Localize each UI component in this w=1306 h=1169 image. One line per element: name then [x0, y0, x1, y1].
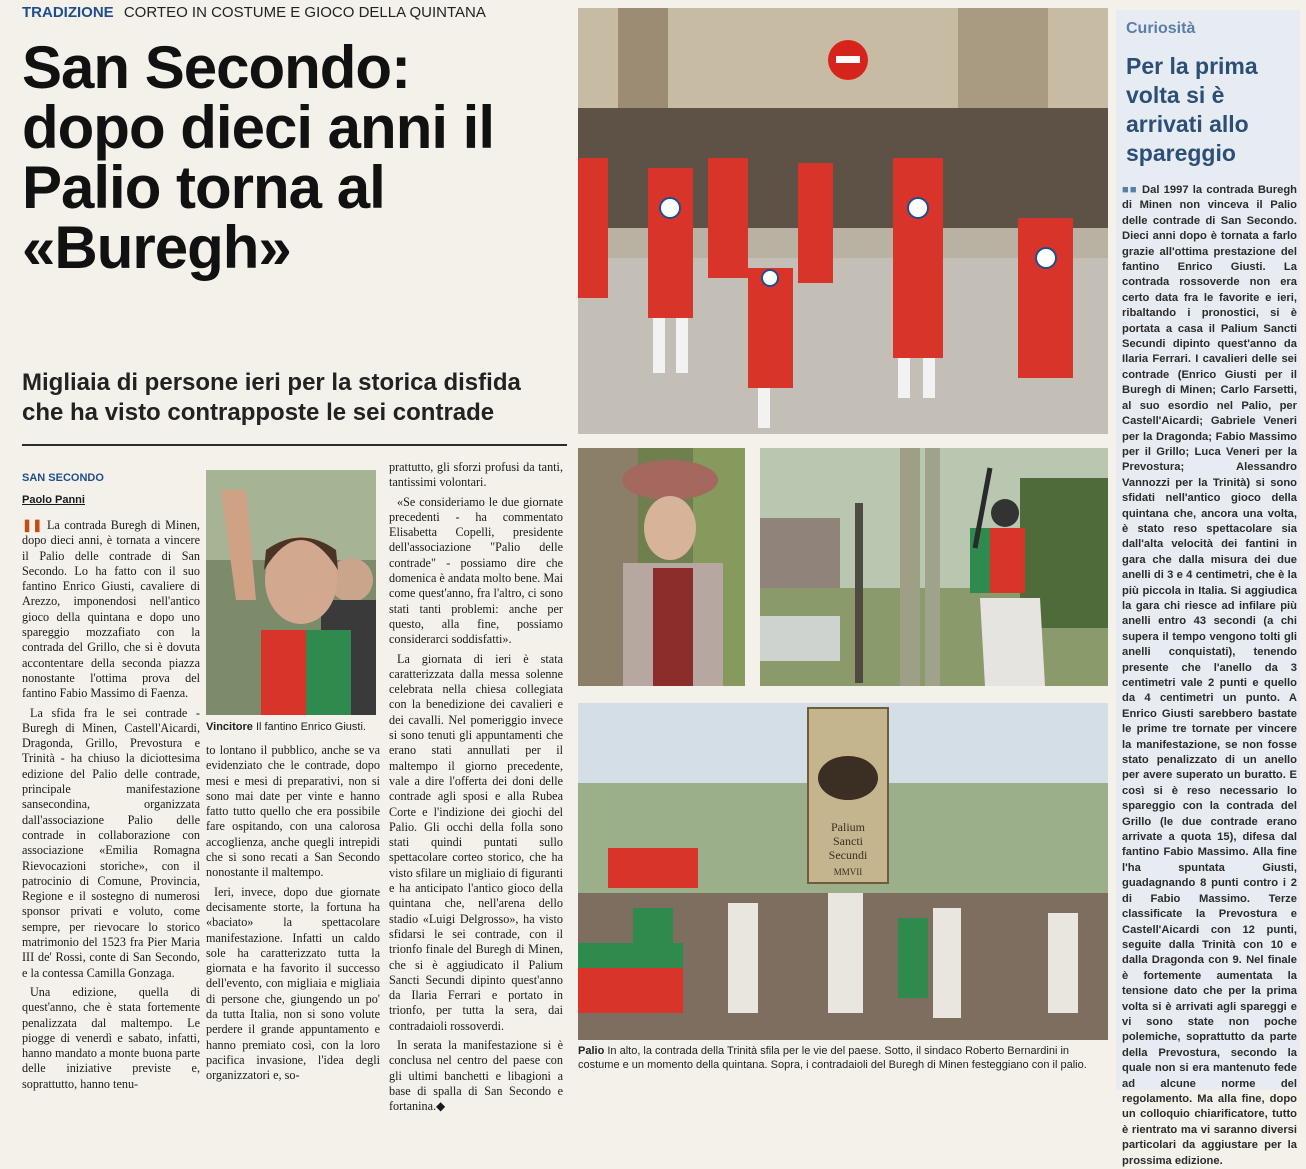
parade-photo: [578, 8, 1108, 434]
article-column-2: [206, 743, 380, 1093]
article-paragraph: ❚❚ La contrada Buregh di Minen, dopo dieci anni, è tornata a vincere il Palio delle contrade di San Secondo. Lo ha fatto con il suo fantino Enrico Giusti, cavaliere di Arezzo, imponendosi nell'antico gioco della quintana e dopo uno spareggio mozzafiato con la contrada del Grillo, che si è dovuta accontentare della seconda piazza nonostante l'ottima prova del fantino Fabio Massimo di Faenza.: [22, 518, 200, 701]
sidebar-paragraph: Dal 1997 la contrada Buregh di Minen non vinceva il Palio delle contrade di San Secondo. Dieci anni dopo è tornata a farlo grazie all'ottima prestazione del fantino Enrico Giusti. La contrada rossoverde non era certo data fra le favorite e ieri, ribaltando i pronostici, si è portata a casa il Palium Sancti Secundi dipinto quest'anno da Ilaria Ferrari. I cavalieri delle sei contrade (Enrico Giusti per il Buregh di Minen; Carlo Farsetti, al suo esordio nel Palio, per Castell'Aicardi; Gabriele Veneri per la Dragonda; Fabio Massimo per il Grillo; Luca Veneri per la Prevostura; Alessandro Vannozzi per la Trinità) si sono sfidati nell'antico gioco della quintana che, ancora una volta, è stato reso spettacolare sia dall'alta velocità dei fantini in gara che dalla misura dei due anelli di 3 e 4 centimetri, che è la più piccola in Italia. Si aggiudica la gara chi riesce ad infilare più anelli entro 43 secondi (a chi supera il tempo vengono tolti gli anelli conquistati), tenendo presente che l'anello da 3 centimetri vale 2 punti e quello da 4 centimetri un punto. A Enrico Giusti sarebbero bastate le prime tre tornate per vincere la manifestazione, se non fosse stato penalizzato di un anello per avere superato un buratto. E così si è reso necessario lo spareggio con la contrada del Grillo (le due contrade erano arrivate a quota 15), difesa dal fantino Fabio Massimo. Alla fine l'ha spuntata Giusti, guadagnando 8 punti contro i 2 di Fabio Massimo. Terze classificate la Prevostura e Castell'Aicardi con 12 punti, seguite dalla Trinità con 10 e dalla Dragonda con 9. Nel finale è fortemente aumentata la tensione dato che per la prima volta si è arrivati agli spareggi e vi sono state non poche polemiche, soprattutto da parte della Prevostura, secondo la quale non si era mantenuto fede ad alcune norme del regolamento. Ma alla fine, dopo un colloquio chiarificatore, tutto è rientrato ma vi saranno diversi particolari da aggiustare per la prossima edizione.: [1122, 184, 1297, 1167]
article-paragraph: La sfida fra le sei contrade - Buregh di Minen, Castell'Aicardi, Dragonda, Grillo, Prevostura e Trinità - ha chiuso la diciottesima edizione del Palio delle contrade, principale manifestazione sansecondina, organizzata dall'associazione Palio delle contrade in collaborazione con associazione «Emilia Romagna Rievocazioni storiche», con il patrocinio di Comune, Provincia, Regione e il sostegno di numerosi sponsor privati e voluto, come sempre, per rievocare lo storico matrimonio del 1523 fra Pier Maria III de' Rossi, conte di San Secondo, e la contessa Camilla Gonzaga.: [22, 705, 200, 980]
sidebar-text: ■■ Dal 1997 la contrada Buregh di Minen non vinceva il Palio delle contrade di San Secondo. Dieci anni dopo è tornata a farlo grazie all'ottima prestazione del fantino Enrico Giusti. La contrada rossoverde non era certo data fra le favorite e ieri, ribaltando i pronostici, si è portata a casa il Palium Sancti Secundi dipinto quest'anno da Ilaria Ferrari. I cavalieri delle sei contrade (Enrico Giusti per il Buregh di Minen; Carlo Farsetti, al suo esordio nel Palio, per Castell'Aicardi; Gabriele Veneri per la Dragonda; Fabio Massimo per il Grillo; Luca Veneri per la Prevostura; Alessandro Vannozzi per la Trinità) si sono sfidati nell'antico gioco della quintana che, ancora una volta, è stato reso spettacolare sia dall'alta velocità dei fantini in gara che dalla misura dei due anelli di 3 e 4 centimetri, che è la più piccola in Italia. Si aggiudica la gara chi riesce ad infilare più anelli entro 43 secondi (a chi supera il tempo vengono tolti gli anelli conquistati), tenendo presente che l'anello da 3 centimetri vale 2 punti e quello da 4 centimetri un punto. A Enrico Giusti sarebbero bastate le prime tre tornate per vincere la manifestazione, se non fosse stato penalizzato di un anello per avere superato un buratto. E così si è reso necessario lo spareggio con la contrada del Grillo (le due contrade erano arrivate a quota 15), difesa dal fantino Fabio Massimo. Alla fine l'ha spuntata Giusti, guadagnando 8 punti contro i 2 di Fabio Massimo. Terze classificate la Prevostura e Castell'Aicardi con 12 punti, seguite dalla Trinità con 10 e dalla Dragonda con 9. Nel finale è fortemente aumentata la tensione dato che per la prima volta si è arrivati agli spareggi e vi sono state non poche polemiche, soprattutto da parte della Prevostura, secondo la quale non si era mantenuto fede ad alcune norme del regolamento. Ma alla fine, dopo un colloquio chiarificatore, tutto è rientrato ma vi saranno diversi particolari da aggiustare per la prossima edizione.: [1122, 184, 1297, 1167]
kicker: [22, 4, 486, 21]
winner-caption: [206, 720, 378, 734]
divider: [22, 444, 567, 446]
article-paragraph: «Se consideriamo le due giornate precedenti - ha commentato Elisabetta Copelli, presidente dell'associazione "Palio delle contrade" - possiamo dire che domenica è andata molto bene. Mai come quest'anno, fra l'altro, ci sono stati tanti problemi: anche per questo, alla fine, possiamo considerarci soddisfatti».: [389, 494, 563, 647]
byline: Paolo Panni: [22, 494, 85, 506]
article-paragraph: to lontano il pubblico, anche se va evidenziato che le contrade, dopo mesi e mesi di preparativi, non si sono mai date per vinte e hanno fatto tutto quello che era possibile fare ospitando, con una calorosa accoglienza, anche quegli intrepidi che si sono recati a San Secondo nonostante il maltempo.: [206, 743, 380, 880]
winner-photo: [206, 470, 376, 715]
winner-caption-label: Vincitore: [206, 721, 253, 733]
banner-line-1: Palium: [830, 820, 866, 834]
banner-line-3: Secundi: [828, 848, 868, 862]
kicker-section: TRADIZIONE: [22, 4, 114, 21]
celebration-photo: [578, 703, 1108, 1040]
article-paragraph: prattutto, gli sforzi profusi da tanti, tantissimi volontari.: [389, 460, 563, 490]
winner-caption-text: Il fantino Enrico Giusti.: [255, 721, 366, 733]
quintana-photo: [760, 448, 1108, 686]
palio-caption-text: In alto, la contrada della Trinità sfila per le vie del paese. Sotto, il sindaco Roberto Bernardini in costume e un momento della quintana. Sopra, i contradaioli del Buregh di Minen festeggiano con il palio.: [578, 1045, 1087, 1071]
headline: San Secondo: dopo dieci anni il Palio torna al «Buregh»: [22, 34, 495, 281]
section-label: SAN SECONDO: [22, 472, 104, 484]
subheadline: Migliaia di persone ieri per la storica disfida che ha visto contrapposte le sei contrade: [22, 369, 521, 426]
article-column-1: [22, 518, 200, 1090]
banner-line-4: MMVII: [833, 867, 863, 877]
mayor-photo: [578, 448, 745, 686]
sidebar-title: Per la prima volta si è arrivati allo spareggio: [1126, 53, 1258, 166]
sidebar-label: Curiosità: [1126, 20, 1196, 37]
palio-caption: [578, 1044, 1108, 1072]
article-paragraph: La giornata di ieri è stata caratterizzata dalla messa solenne celebrata nella chiesa collegiata con la benedizione dei cavalieri e dei cavalli. Nel pomeriggio invece si sono tenuti gli appuntamenti che erano stati annullati per il maltempo il giorno precedente, vale a dire l'offerta dei doni delle contrade agli sposi e alla Rubea Corte e l'indizione dei giochi del Palio. Gli occhi della folla sono stati quindi puntati sullo spettacolare corteo storico, che ha visto sfilare un migliaio di figuranti e ha anticipato l'antico gioco della quintana che, nell'arena dello stadio «Luigi Delgrosso», ha visto sfidarsi le sei contrade, con il trionfo finale del Buregh di Minen, che si è aggiudicato il Palium Sancti Secundi dipinto quest'anno da Ilaria Ferrari e portato in trionfo, per tutta la sera, dai contradaioli rossoverdi.: [389, 651, 563, 1033]
kicker-topic: CORTEO IN COSTUME E GIOCO DELLA QUINTANA: [123, 4, 486, 21]
article-paragraph: Una edizione, quella di quest'anno, che è stata fortemente penalizzata dal maltempo. Le piogge di venerdì e sabato, infatti, hanno mandato a monte buona parte delle iniziative previste e, soprattutto, hanno tenu-: [22, 984, 200, 1091]
article-paragraph: Ieri, invece, dopo due giornate decisamente storte, la fortuna ha «baciato» la spettacolare manifestazione. Infatti un caldo sole ha caratterizzato tutta la giornata e ha favorito il successo dell'evento, con migliaia e migliaia di persone che, giungendo un po' da tutta Italia, non si sono volute perdere il grande appuntamento e hanno premiato così, con la loro pacifica invasione, l'idea degli organizzatori e, so-: [206, 884, 380, 1083]
article-paragraph: In serata la manifestazione si è conclusa nel centro del paese con gli ultimi banchetti e libagioni a base di spalla di San Secondo e fortanina.◆: [389, 1037, 563, 1114]
article-column-3: [389, 460, 563, 1114]
palio-caption-label: Palio: [578, 1045, 605, 1057]
banner-line-2: Sancti: [833, 834, 863, 848]
